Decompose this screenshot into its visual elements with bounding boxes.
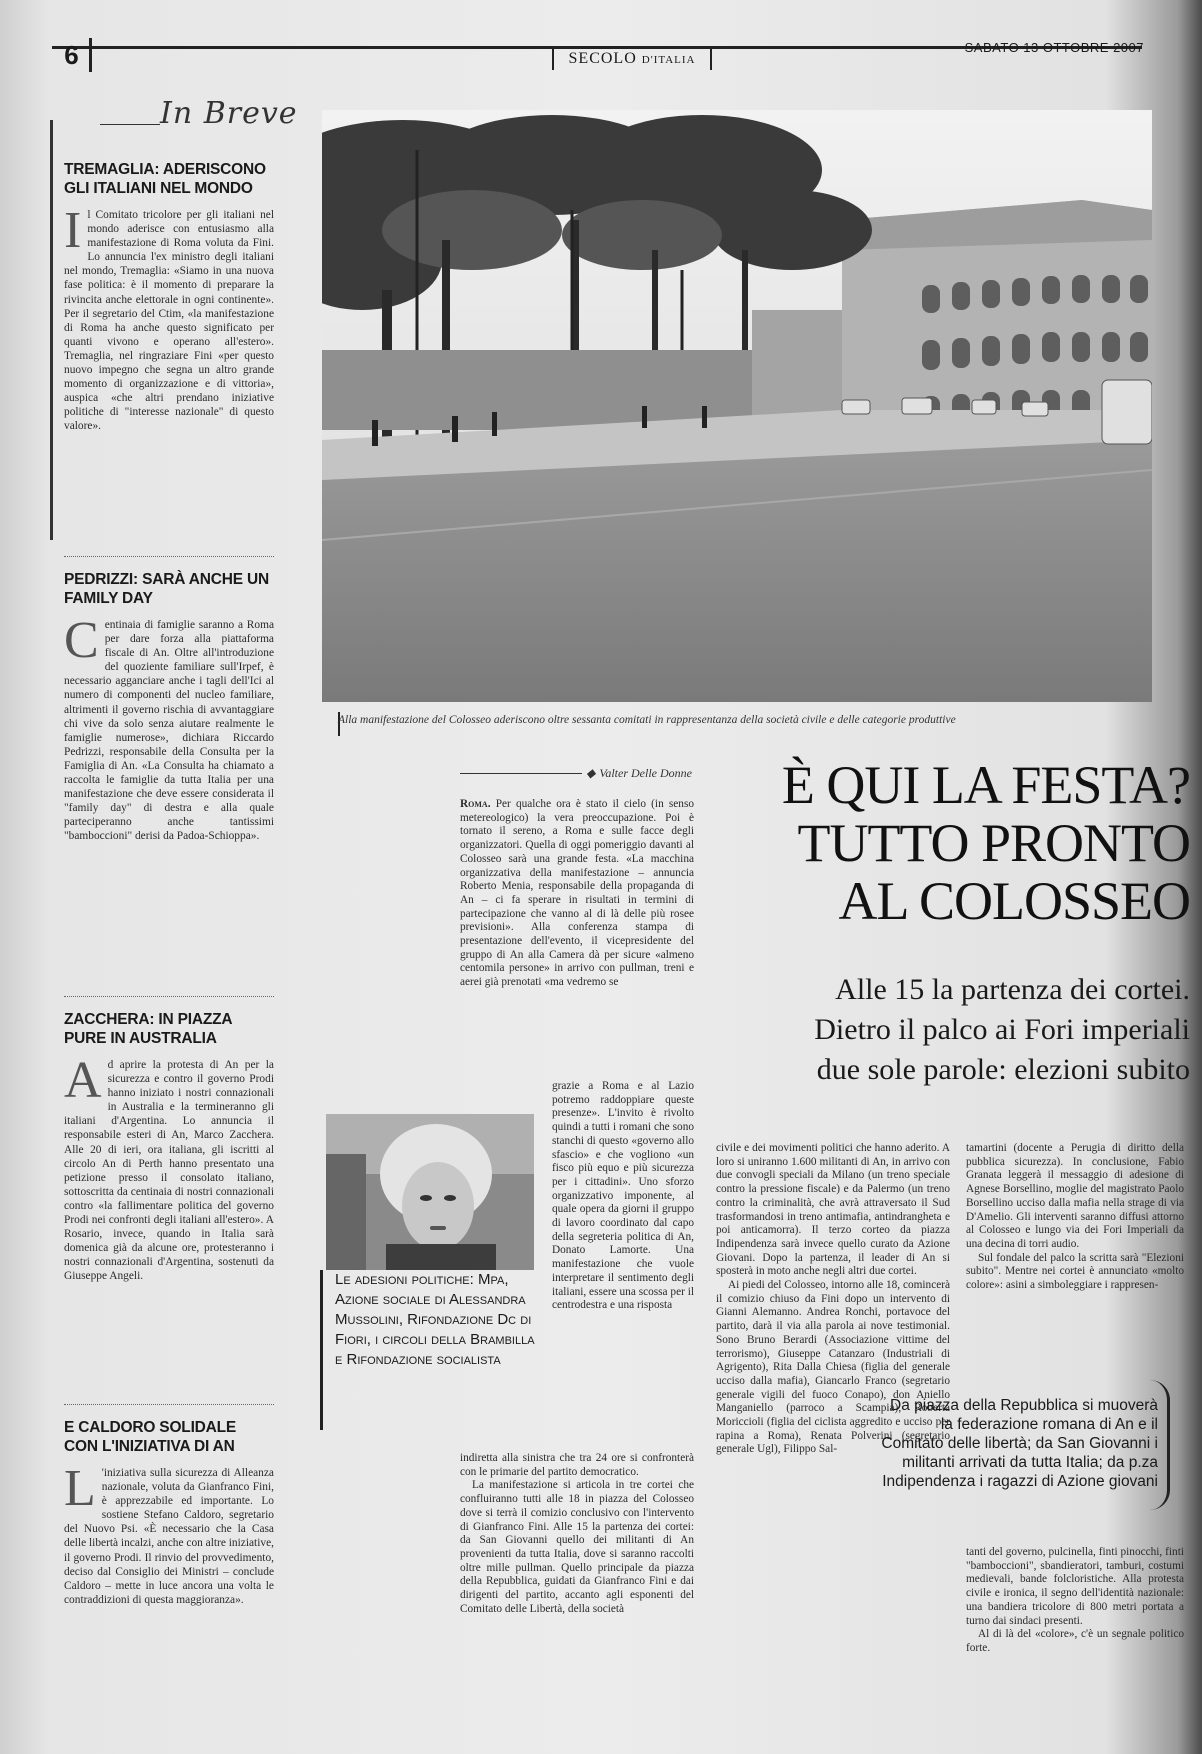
- page-number: 6: [54, 38, 92, 72]
- headline-line: AL COLOSSEO: [838, 871, 1190, 931]
- article-paragraph: Ai piedi del Colosseo, intorno alle 18, comincerà il comizio chiuso da Fini dopo un intervento di Gianni Alemanno. Andrea Ronchi, portavoce del partito, darà il via alla parola ai nove testimonial. Sono Bruno Berardi (Associazione vittime del terrorismo), Giuseppe Catanzaro (Industriali di Agrigento), Rita Dalla Chiesa (figlia del generale ucciso dalla mafia), Giancarlo Franco (segretario generale vigili del fuoco Conapo), don Aniello Manganiello (parroco a Scampia), Roberta Moriccioli (figlia del ciclista aggredito e ucciso per rapina a Roma), Renata Polverini (segretario generale Ugl), Filippo Sal-: [716, 1279, 950, 1456]
- brief-body: Il Comitato tricolore per gli italiani nel mondo aderisce con entusiasmo alla manifestazione di Roma voluta da Fini. Lo annuncia l'ex ministro degli italiani nel mondo, Tremaglia: «Siamo in una nuova fase politica: è il momento di preparare la rivincita anche elettorale in ogni continente». Per il segretario del Ctim, «la manifestazione di Roma ha anche questo significato per quanti vivono e operano all'estero». Tremaglia, nel ringraziare Fini «per questo nuovo impegno che segna un altro grande momento di organizzazione e di vittoria», auspica «che altri prendano iniziative politiche di "interesse nazionale" di questo valore».: [64, 202, 274, 433]
- adesioni-text: Le adesioni politiche: Mpa, Azione sociale di Alessandra Mussolini, Rifondazione Dc di Fiori, i circoli della Brambilla e Rifondazione socialista: [335, 1271, 535, 1368]
- byline-rule: [460, 773, 582, 774]
- byline-author: Valter Delle Donne: [599, 766, 692, 780]
- subhead: [700, 970, 1190, 1090]
- masthead-main: SECOLO: [568, 50, 637, 67]
- dateline: Roma.: [460, 798, 491, 810]
- article-paragraph: tanti del governo, pulcinella, finti pinocchi, finti "bamboccioni", sbandieratori, tamburi, costumi medievali, bande folcloristiche. Alla protesta civile e ironica, il segno dell'identità nazionale: una bandiera tricolore di 800 metri portata a turno dai sindaci presenti.: [966, 1546, 1184, 1627]
- subhead-line: Dietro il palco ai Fori imperiali: [814, 1013, 1190, 1046]
- drop-cap: I: [64, 202, 82, 259]
- section-label: In Breve: [160, 96, 298, 131]
- masthead: [552, 48, 712, 70]
- drop-cap: L: [64, 1460, 96, 1517]
- pull-quote: Da piazza della Repubblica si muoverà la federazione romana di An e il Comitato delle libertà; da San Giovanni i militanti arrivati da tutta Italia; da p.za Indipendenza i ragazzi di Azione giovani: [881, 1397, 1158, 1490]
- section-rule: [100, 124, 160, 125]
- article-col-1-bottom: [460, 1452, 694, 1616]
- brief-body: Centinaia di famiglie saranno a Roma per dare forza alla piattaforma fiscale di An. Oltre all'introduzione del quoziente familiare sull'Irpef, è necessario agganciare anche i tagli dell'Ici al numero di componenti del nucleo familiare, altrimenti il governo rischia di avvantaggiare chi vive da solo senza aiutare realmente le famiglie numerose», dichiara Riccardo Pedrizzi, responsabile della Consulta per la Famiglia di An. «La Consulta ha chiamato a raccolta le famiglie da tutta Italia per una manifestazione che deve essere considerata il "family day" di destra e alla quale parteciperanno anche tantissimi "bamboccioni" derisi da Padoa-Schioppa».: [64, 612, 274, 843]
- adesioni-box: [320, 1270, 542, 1430]
- drop-cap: C: [64, 612, 99, 669]
- brief-title: E CALDORO SOLIDALE CON L'INIZIATIVA DI AN: [64, 1419, 237, 1455]
- brief-pedrizzi: [64, 570, 274, 844]
- brief-body: Ad aprire la protesta di An per la sicurezza e contro il governo Prodi hanno iniziato i nostri connazionali in Australia e la termineranno gli italiani d'Argentina. Lo annuncia il responsabile esteri di An, Marco Zacchera. Alle 20 di ieri, ora italiana, gli iscritti al circolo An di Perth hanno presentato una petizione presso il consolato italiano, sottoscritta da centinaia di nostri connazionali contro «la fallimentare politica del governo Prodi nei confronti degli italiani all'estero». A Rosario, invece, quando in Italia sarà domenica già da alcune ore, protesteranno i nostri connazionali d'Argentina, sostenuti da Giuseppe Angeli.: [64, 1052, 274, 1283]
- subhead-line: due sole parole: elezioni subito: [816, 1053, 1190, 1086]
- article-col-3-top: [966, 1142, 1184, 1293]
- brief-title: PEDRIZZI: SARÀ ANCHE UN FAMILY DAY: [64, 571, 269, 607]
- headline-line: È QUI LA FESTA?: [781, 755, 1190, 815]
- section-bar: [50, 120, 53, 540]
- article-paragraph: La manifestazione si articola in tre cortei che confluiranno tutti alle 18 in piazza del Colosseo dove si terrà il comizio conclusivo con l'intervento di Gianfranco Fini. Alle 15 la partenza dei cortei: da San Giovanni quello dei militanti di An provenienti da tutta Italia, dove si saranno raccolti oltre mille pullman. Quello principale da piazza della Repubblica, guidati da Gianfranco Fini e dai dirigenti del partito, accanto agli esponenti del Comitato delle Libertà, della società: [460, 1479, 694, 1615]
- mussolini-photo: [326, 1114, 534, 1270]
- headline-line: TUTTO PRONTO: [797, 813, 1190, 873]
- brief-title: ZACCHERA: IN PIAZZA PURE IN AUSTRALIA: [64, 1011, 232, 1047]
- photo-caption: Alla manifestazione del Colosseo aderiscono oltre sessanta comitati in rappresentanza della società civile e delle categorie produttive: [338, 714, 956, 726]
- article-paragraph: civile e dei movimenti politici che hanno aderito. A loro si uniranno 1.600 militanti di An, in arrivo con due convogli speciali da Milano (un treno speciale contro la pressione fiscale) e da Palermo (un treno contro la criminalità, che avrà attraversato il Sud trasformandosi in treno antimafia, antindrangheta e poi anticamorra). Il terzo corteo da piazza Indipendenza sarà invece quello curato da Azione Giovani. Dopo la partenza, il leader di An si sposterà in moto anche negli altri due cortei.: [716, 1142, 950, 1278]
- article-col-1-narrow: [552, 1080, 694, 1313]
- article-col-1-top: [460, 798, 694, 990]
- brief-caldoro: [64, 1418, 274, 1607]
- brief-tremaglia: [64, 160, 274, 434]
- article-paragraph: Roma. Per qualche ora è stato il cielo (in senso metereologico) la vera preoccupazione. Poi è tornato il sereno, a Roma e sulle facce degli organizzatori. Quella di oggi pomeriggio davanti al Colosseo sarà una grande festa. «La macchina organizzativa della manifestazione – annuncia Roberto Menia, responsabile della propaganda di An – ci fa sperare in risultati in termini di partecipazione che vanno al di là delle più rosee previsioni». Alla conferenza stampa di presentazione dell'evento, il vicepresidente del gruppo di An alla Camera dà per sicure «almeno centomila persone» in arrivo con pullman, treni e aerei già prenotati «ma vedremo se: [460, 798, 695, 989]
- article-paragraph: grazie a Roma e al Lazio potremo raddoppiare queste presenze». L'invito è rivolto quindi a tutti i romani che sono stanchi di questo «governo allo sfascio» e che vogliono «un fisco più equo e più sicurezza per i cittadini». Uno sforzo organizzativo imponente, al quale opera da giorni il gruppo di lavoro coordinato dal capo della segreteria politica di An, Donato Lamorte. Una manifestazione che vuole interpretare il sentimento degli italiani, essere una scossa per il centrodestra e una risposta: [552, 1080, 694, 1312]
- article-paragraph: indiretta alla sinistra che tra 24 ore si confronterà con le primarie del partito democratico.: [460, 1452, 694, 1478]
- brief-separator: [64, 996, 274, 997]
- diamond-icon: ◆: [586, 766, 596, 780]
- brief-zacchera: [64, 1010, 274, 1284]
- subhead-line: Alle 15 la partenza dei cortei.: [835, 973, 1190, 1006]
- headline: [710, 756, 1190, 930]
- article-paragraph: tamartini (docente a Perugia di diritto della pubblica sicurezza). In conclusione, Fabio Granata leggerà il messaggio di adesione di Agnese Borsellino, moglie del magistrato Paolo Borsellino ucciso dalla mafia nella strage di via D'Amelio. Gli interventi saranno diffusi attorno al Colosseo e lungo via dei Fori Imperiali da una decina di torri audio.: [966, 1142, 1184, 1250]
- issue-date: SABATO 13 OTTOBRE 2007: [964, 40, 1144, 55]
- brief-title: TREMAGLIA: ADERISCONO GLI ITALIANI NEL MONDO: [64, 161, 266, 197]
- brief-body: L 'iniziativa sulla sicurezza di Alleanza nazionale, voluta da Gianfranco Fini, è apprezzabile ed importante. Lo sostiene Stefano Caldoro, segretario del Nuovo Psi. «È necessario che la Casa delle libertà incalzi, anche con altre iniziative, il governo Prodi. Il rinvio del provvedimento, deciso dal Consiglio dei Ministri – conclude Caldoro – mette in luce ancora una volta le contraddizioni di questa maggioranza».: [64, 1460, 274, 1606]
- article-paragraph: Sul fondale del palco la scritta sarà "Elezioni subito". Mentre nei cortei è annunciato «molto colore»: asini a simboleggiare i rappresen-: [966, 1251, 1184, 1292]
- drop-cap: A: [64, 1052, 102, 1109]
- pull-quote-bracket: [1150, 1380, 1170, 1510]
- masthead-small: D'ITALIA: [641, 54, 696, 66]
- article-paragraph: Al di là del «colore», c'è un segnale politico forte.: [966, 1628, 1184, 1654]
- article-col-3-bottom: [966, 1546, 1184, 1656]
- brief-separator: [64, 1404, 274, 1405]
- colosseum-photo: [322, 110, 1152, 702]
- brief-separator: [64, 556, 274, 557]
- byline: [460, 766, 692, 781]
